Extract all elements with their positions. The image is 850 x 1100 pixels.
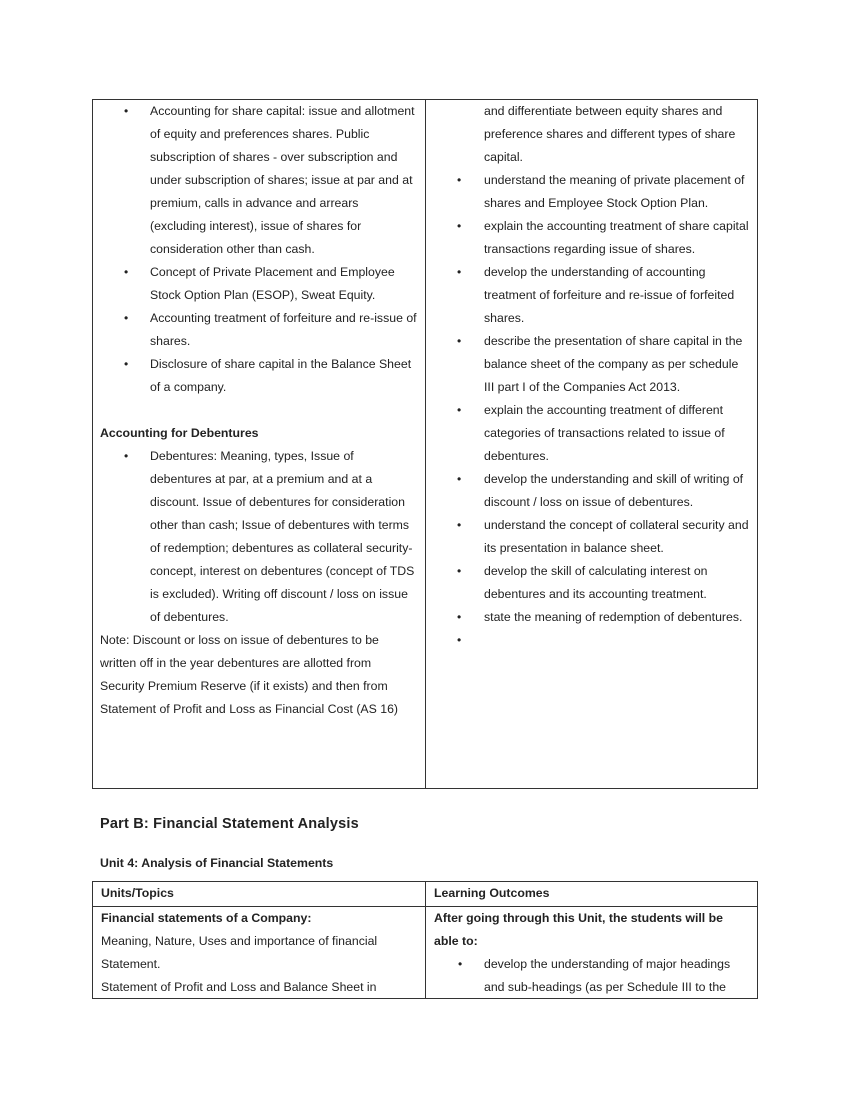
list-item: • describe the presentation of share capital in the balance sheet of the company as per schedule III part I of the Companies Act 2013. — [434, 330, 749, 399]
learning-outcomes-cell — [426, 100, 757, 788]
list-item: • Accounting treatment of forfeiture and re-issue of shares. — [100, 307, 417, 353]
list-item: • understand the concept of collateral security and its presentation in balance sheet. — [434, 514, 749, 560]
list-item: • Disclosure of share capital in the Balance Sheet of a company. — [100, 353, 417, 399]
debentures-heading: Accounting for Debentures — [100, 426, 259, 440]
outcomes-list — [434, 169, 749, 629]
list-item: • Concept of Private Placement and Employee Stock Option Plan (ESOP), Sweat Equity. — [100, 261, 417, 307]
part-b-heading: Part B: Financial Statement Analysis — [100, 816, 359, 832]
debentures-list — [100, 445, 417, 629]
list-item: • explain the accounting treatment of different categories of transactions related to issue of debentures. — [434, 399, 749, 468]
list-item: • understand the meaning of private placement of shares and Employee Stock Option Plan. — [434, 169, 749, 215]
outcomes-list — [434, 953, 749, 999]
table-header-row — [93, 882, 757, 907]
list-item: • develop the understanding of major headings and sub-headings (as per Schedule III to the — [434, 953, 749, 999]
syllabus-table-financial-statements — [92, 881, 758, 999]
table-row — [93, 100, 757, 788]
outcome-continuation: and differentiate between equity shares and preference shares and different types of share capital. — [484, 104, 736, 164]
note-text: Note: Discount or loss on issue of debentures to be written off in the year debentures are allotted from Security Premium Reserve (if it exists) and then from Statement of Profit and Loss as Financial Cost (AS 16) — [100, 633, 399, 716]
learning-outcomes-cell — [426, 907, 757, 999]
list-item: • Accounting for share capital: issue and allotment of equity and preferences shares. Public subscription of shares - over subscription and under subscription of shares; issue at par and at premium, calls in advance and arrears (excluding interest), issue of shares for consideration other than cash. — [100, 100, 417, 261]
outcomes-intro: After going through this Unit, the students will be able to: — [434, 911, 723, 948]
syllabus-table-share-capital — [92, 99, 758, 789]
list-item: • explain the accounting treatment of share capital transactions regarding issue of shares. — [434, 215, 749, 261]
list-item: • develop the understanding and skill of writing of discount / loss on issue of debentures. — [434, 468, 749, 514]
unit4-heading: Unit 4: Analysis of Financial Statements — [100, 856, 334, 870]
units-topics-cell — [93, 907, 426, 999]
list-item: • state the meaning of redemption of debentures. — [434, 606, 749, 629]
list-item: • develop the skill of calculating interest on debentures and its accounting treatment. — [434, 560, 749, 606]
topic-title: Financial statements of a Company: — [101, 911, 312, 925]
topic-text: Meaning, Nature, Uses and importance of financial Statement. — [101, 934, 378, 971]
column-header-units: Units/Topics — [93, 882, 426, 906]
list-item: • develop the understanding of accounting treatment of forfeiture and re-issue of forfeited shares. — [434, 261, 749, 330]
column-header-outcomes: Learning Outcomes — [434, 886, 550, 900]
topic-text: Statement of Profit and Loss and Balance Sheet in — [101, 980, 377, 994]
topics-list — [100, 100, 417, 399]
table-row — [93, 907, 757, 999]
units-topics-cell — [93, 100, 426, 788]
list-item: • Debentures: Meaning, types, Issue of debentures at par, at a premium and at a discount. Issue of debentures for consideration other than cash; Issue of debentures with terms of redemption; debentures as collateral security-concept, interest on debentures (concept of TDS is excluded). Writing off discount / loss on issue of debentures. — [100, 445, 417, 629]
